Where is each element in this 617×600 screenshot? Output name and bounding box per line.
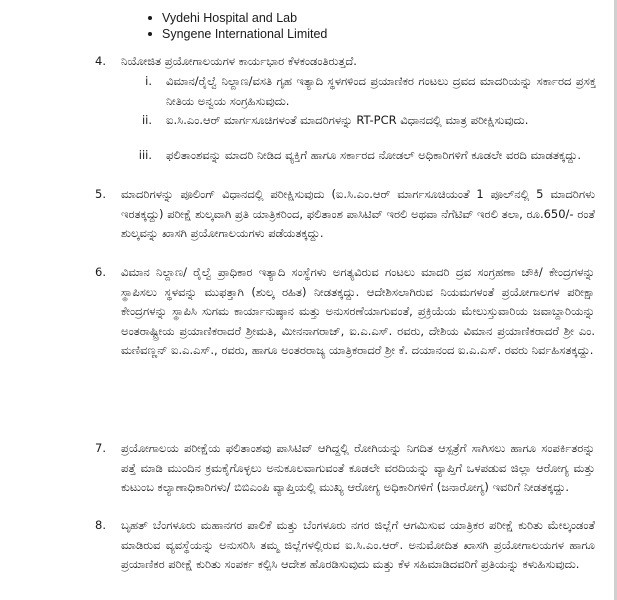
subclause-ii — [132, 111, 596, 131]
clause-number: 6. — [95, 265, 106, 279]
clause-8 — [95, 516, 595, 575]
clause-number: 4. — [95, 54, 106, 68]
subclause-iii — [132, 146, 596, 166]
bullet-item: Syngene International Limited — [148, 26, 327, 42]
subclause-text: ವಿಮಾನ/ರೈಲ್ವೆ ನಿಲ್ದಾಣ/ವಸತಿ ಗೃಹ ಇತ್ಯಾದಿ ಸ್ಥಳಗಳಿಂದ ಪ್ರಯಾಣಿಕರ ಗಂಟಲು ದ್ರವದ ಮಾದರಿಯನ್ನು ಸರ್ಕಾರದ ಪ್ರಸಕ್ತ ನೀತಿಯ ಅನ್ವಯ ಸಂಗ್ರಹಿಸುವುದು. — [166, 74, 596, 108]
clause-number: 5. — [95, 187, 106, 201]
lab-bullet-list — [148, 10, 327, 42]
clause-text: ವಿಮಾನ ನಿಲ್ದಾಣ/ ರೈಲ್ವೆ ಪ್ರಾಧಿಕಾರ ಇತ್ಯಾದಿ ಸಂಸ್ಥೆಗಳು ಅಗತ್ಯವಿರುವ ಗಂಟಲು ಮಾದರಿ ದ್ರವ ಸಂಗ್ರಹಣಾ ಚೌಕಿ/ ಕೇಂದ್ರಗಳನ್ನು ಸ್ಥಾಪಿಸಲು ಸ್ಥಳವನ್ನು ಮುಫತ್ತಾಗಿ (ಶುಲ್ಕ ರಹಿತ) ನೀಡತಕ್ಕದ್ದು. ಆದೇಶಿಸಲಾಗಿರುವ ನಿಯಮಗಳಂತೆ ಪ್ರಯೋಗಾಲಗಳ ಪರೀಕ್ಷಾ ಕೇಂದ್ರಗಳನ್ನು ಸ್ಥಾಪಿಸಿ ಸುಗಮ ಕಾರ್ಯಾನುಷ್ಠಾನ ಮತ್ತು ಅನುಸರಣೆಯಾಗುವಂತೆ, ಪ್ರಕ್ರಿಯೆಯ ಮೇಲುಸ್ತುವಾರಿಯ ಜವಾಬ್ದಾರಿಯನ್ನು ಅಂತರಾಷ್ಟ್ರೀಯ ಪ್ರಯಾಣಿಕರಾದರೆ ಶ್ರೀಮತಿ, ಮೀನನಾಗರಾಜ್, ಐ.ಎ.ಎಸ್. ರವರು, ದೇಶಿಯ ವಿಮಾನ ಪ್ರಯಾಣಿಕರಾದರೆ ಶ್ರೀ ಎಂ. ಮಣಿವಣ್ಣನ್ ಐ.ಎ.ಎಸ್., ರವರು, ಹಾಗೂ ಅಂತರರಾಜ್ಯ ಯಾತ್ರಿಕರಾದರೆ ಶ್ರೀ ಕೆ. ದಯಾನಂದ ಐ.ಎ.ಎಸ್. ರವರು ನಿರ್ವಹಿಸತಕ್ಕದ್ದು. — [121, 265, 595, 358]
clause-number: 8. — [95, 518, 106, 532]
subclause-number: i. — [145, 74, 152, 88]
clause-number: 7. — [95, 441, 106, 455]
clause-4 — [95, 52, 595, 72]
bullet-item: Vydehi Hospital and Lab — [148, 10, 327, 26]
subclause-number: ii. — [141, 113, 152, 127]
subclause-text: ಐ.ಸಿ.ಎಂ.ಆರ್ ಮಾರ್ಗಸೂಚಿಗಳಂತೆ ಮಾದರಿಗಳನ್ನು RT-PCR ವಿಧಾನದಲ್ಲಿ ಮಾತ್ರ ಪರೀಕ್ಷಿಸುವುದು. — [166, 113, 529, 127]
clause-text: ನಿಯೋಜಿತ ಪ್ರಯೋಗಾಲಯಗಳ ಕಾರ್ಯಭಾರ ಕೆಳಕಂಡಂತಿರುತ್ತದೆ. — [121, 54, 357, 68]
clause-text: ಮಾದರಿಗಳನ್ನು ಪೂಲಿಂಗ್ ವಿಧಾನದಲ್ಲಿ ಪರೀಕ್ಷಿಸುವುದು (ಐ.ಸಿ.ಎಂ.ಆರ್ ಮಾರ್ಗಸೂಚಿಯಂತೆ 1 ಪೂಲ್‌ನಲ್ಲಿ 5 ಮಾದರಿಗಳು ಇರತಕ್ಕದ್ದು) ಪರೀಕ್ಷೆ ಶುಲ್ಕವಾಗಿ ಪ್ರತಿ ಯಾತ್ರಿಕರಿಂದ, ಫಲಿತಾಂಶ ಪಾಸಿಟಿವ್ ಇರಲಿ ಅಥವಾ ನೆಗೆಟಿವ್ ಇರಲಿ ತಲಾ, ರೂ.650/- ರಂತೆ ಶುಲ್ಕವನ್ನು ಖಾಸಗಿ ಪ್ರಯೋಗಾಲಯಗಳು ಪಡೆಯತಕ್ಕದ್ದು. — [121, 187, 595, 241]
clause-7 — [95, 439, 595, 498]
clause-5 — [95, 185, 595, 244]
clause-text: ಬೃಹತ್ ಬೆಂಗಳೂರು ಮಹಾನಗರ ಪಾಲಿಕೆ ಮತ್ತು ಬೆಂಗಳೂರು ನಗರ ಜಿಲ್ಲೆಗೆ ಆಗಮಿಸುವ ಯಾತ್ರಿಕರ ಪರೀಕ್ಷೆ ಕುರಿತು ಮೇಲ್ಕಂಡಂತೆ ಮಾಡಿರುವ ವ್ಯವಸ್ಥೆಯನ್ನು ಅನುಸರಿಸಿ ತಮ್ಮ ಜಿಲ್ಲೆಗಳಲ್ಲಿರುವ ಐ.ಸಿ.ಎಂ.ಆರ್. ಅನುಮೋದಿತ ಖಾಸಗಿ ಪ್ರಯೋಗಾಲಯಗಳ ಹಾಗೂ ಪ್ರಯಾಣಿಕರ ಪರೀಕ್ಷೆ ಕುರಿತು ಸಂಪರ್ಕ ಕಲ್ಪಿಸಿ ಆದೇಶ ಹೊರಡಿಸುವುದು ಮತ್ತು ಕೆಳ ಸಹಿಮಾಡಿದವರಿಗೆ ಪ್ರತಿಯನ್ನು ಕಳುಹಿಸುವುದು. — [121, 518, 595, 572]
subclause-text: ಫಲಿತಾಂಶವನ್ನು ಮಾದರಿ ನೀಡಿದ ವ್ಯಕ್ತಿಗೆ ಹಾಗೂ ಸರ್ಕಾರದ ನೋಡಲ್ ಅಧಿಕಾರಿಗಳಿಗೆ ಕೂಡಲೇ ವರದಿ ಮಾಡತಕ್ಕದ್ದು. — [166, 148, 581, 162]
subclause-i — [132, 72, 596, 111]
subclause-number: iii. — [138, 148, 152, 162]
clause-6 — [95, 263, 595, 361]
clause-text: ಪ್ರಯೋಗಾಲಯ ಪರೀಕ್ಷೆಯ ಫಲಿತಾಂಶವು ಪಾಸಿಟಿವ್ ಆಗಿದ್ದಲ್ಲಿ ರೋಗಿಯನ್ನು ನಿಗದಿತ ಆಸ್ಪತ್ರೆಗೆ ಸಾಗಿಸಲು ಹಾಗೂ ಸಂಪರ್ಕಿತರನ್ನು ಪತ್ತೆ ಮಾಡಿ ಮುಂದಿನ ಕ್ರಮಕೈಗೊಳ್ಳಲು ಅನುಕೂಲವಾಗುವಂತೆ ಕೂಡಲೇ ವರದಿಯನ್ನು ವ್ಯಾಪ್ತಿಗೆ ಒಳಪಡುವ ಜಿಲ್ಲಾ ಆರೋಗ್ಯ ಮತ್ತು ಕುಟುಂಬ ಕಲ್ಯಾಣಾಧಿಕಾರಿಗಳು/ ಬಿಬಿಎಂಪಿ ವ್ಯಾಪ್ತಿಯಲ್ಲಿ ಮುಖ್ಯ ಆರೋಗ್ಯ ಅಧಿಕಾರಿಗಳಿಗೆ (ಜನಾರೋಗ್ಯ) ಇವರಿಗೆ ನೀಡತಕ್ಕದ್ದು. — [121, 441, 595, 495]
